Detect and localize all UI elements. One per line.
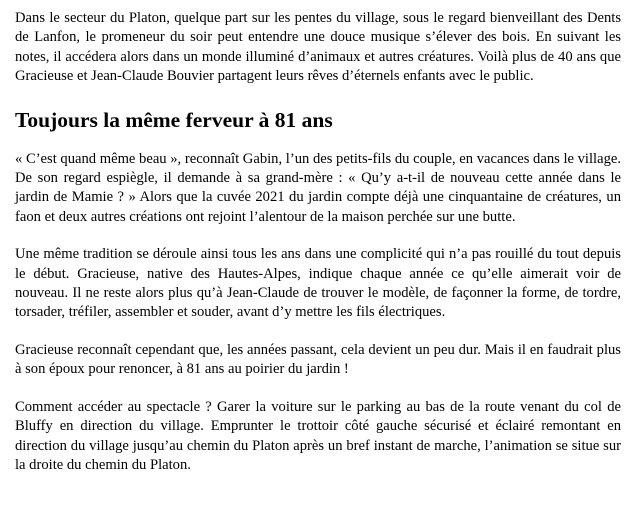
article-body — [15, 9, 621, 475]
intro-paragraph: Dans le secteur du Platon, quelque part sur les pentes du village, sous le regard bienveillant des Dents de Lanfon, le promeneur du soir peut entendre une douce musique s’élever des bois. En suivant les notes, il accédera alors dans un monde illuminé d’animaux et autres créatures. Voilà plus de 40 ans que Gracieuse et Jean-Claude Bouvier partagent leurs rêves d’éternels enfants avec le public. — [15, 10, 621, 85]
paragraph-gracieuse: Gracieuse reconnaît cependant que, les années passant, cela devient un peu dur. Mais il en faudrait plus à son époux pour renoncer, à 81 ans au poirier du jardin ! — [15, 341, 621, 378]
paragraph-gabin: « C’est quand même beau », reconnaît Gabin, l’un des petits-fils du couple, en vacances dans le village. De son regard espiègle, il demande à sa grand-mère : « Qu’y a-t-il de nouveau cette année dans le jardin de Mamie ? » Alors que la cuvée 2021 du jardin compte déjà une cinquantaine de créatures, un faon et deux autres créations ont rejoint l’alentour de la maison perchée sur une butte. — [15, 150, 621, 225]
section-heading: Toujours la même ferveur à 81 ans — [15, 107, 333, 132]
paragraph-access: Comment accéder au spectacle ? Garer la voiture sur le parking au bas de la route venant du col de Bluffy en direction du village. Emprunter le trottoir côté gauche sécurisé et éclairé remontant en direction du village jusqu’au chemin du Platon après un bref instant de marche, l’animation se situe sur la droite du chemin du Platon. — [15, 398, 621, 473]
paragraph-tradition: Une même tradition se déroule ainsi tous les ans dans une complicité qui n’a pas rouillé du tout depuis le début. Gracieuse, native des Hautes-Alpes, indique chaque année ce qu’elle aimerait voir de nouveau. Il ne reste alors plus qu’à Jean-Claude de trouver le modèle, de façonner la forme, de tordre, torsader, tréfiler, assembler et souder, avant d’y mettre les fils électriques. — [15, 246, 621, 321]
